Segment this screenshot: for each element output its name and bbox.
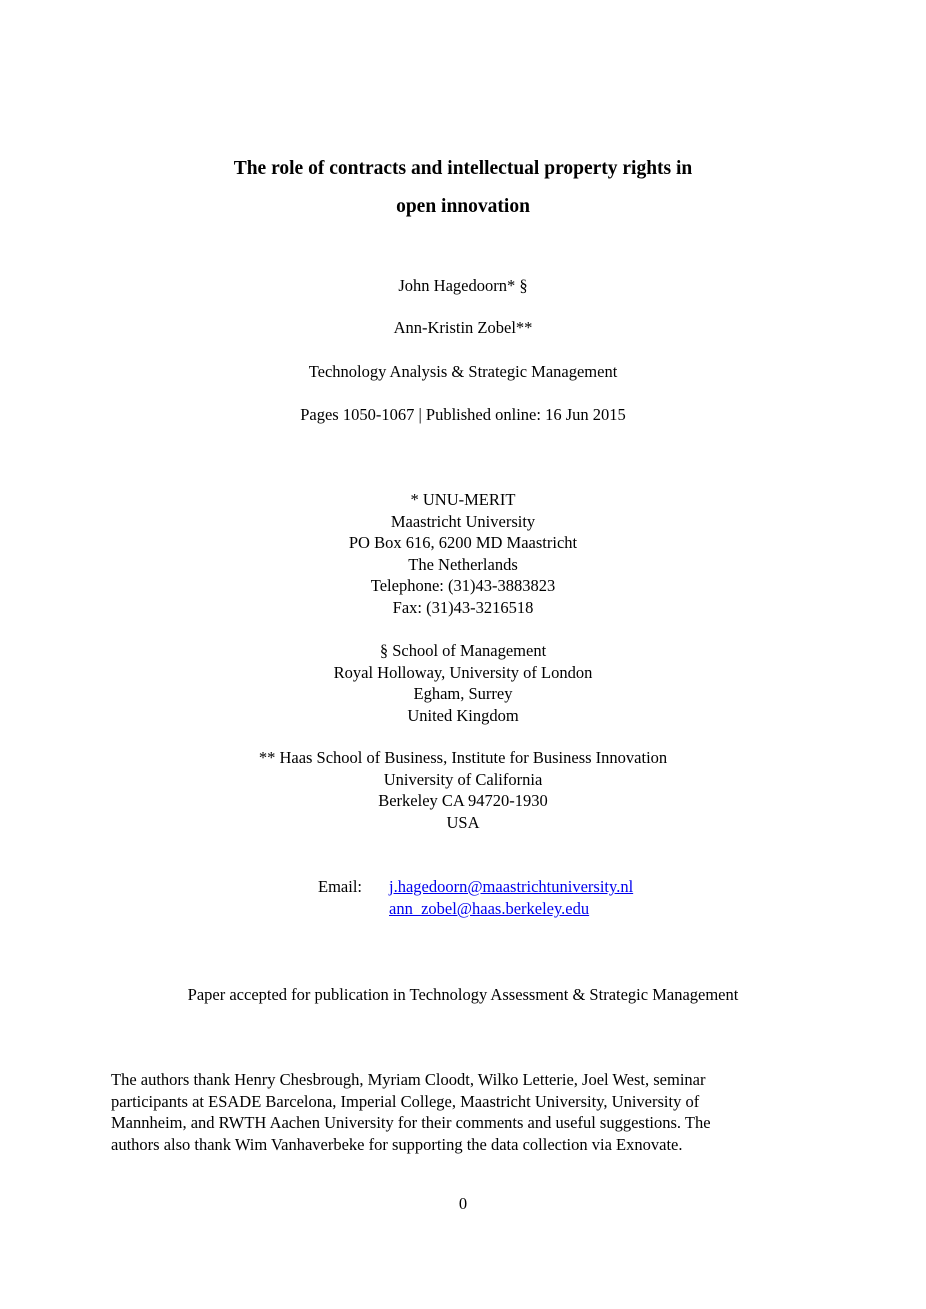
email-link-hagedoorn[interactable]: j.hagedoorn@maastrichtuniversity.nl <box>389 877 634 896</box>
affiliation-line: * UNU-MERIT <box>410 490 516 509</box>
author-hagedoorn: John Hagedoorn* § <box>398 276 528 295</box>
journal-name: Technology Analysis & Strategic Management <box>308 362 618 381</box>
affiliation-line: University of California <box>383 769 543 789</box>
affiliation-line: ** Haas School of Business, Institute for Business Innovation <box>258 748 668 767</box>
affiliation-unu-merit <box>0 489 926 618</box>
affiliation-haas <box>0 747 926 833</box>
acknowledgements-paragraph <box>111 1069 801 1155</box>
paper-title-line-1: The role of contracts and intellectual property rights in <box>233 158 693 179</box>
email-link-zobel[interactable]: ann_zobel@haas.berkeley.edu <box>389 899 590 918</box>
affiliation-line: Egham, Surrey <box>413 684 513 703</box>
affiliation-line: Royal Holloway, University of London <box>333 662 593 682</box>
publication-info: Pages 1050-1067 | Published online: 16 Jun 2015 <box>300 405 626 424</box>
affiliation-line: Telephone: (31)43-3883823 <box>370 576 556 595</box>
affiliation-line: PO Box 616, 6200 MD Maastricht <box>348 533 578 552</box>
accepted-note: Paper accepted for publication in Technology Assessment & Strategic Management <box>187 985 739 1004</box>
acknowledgement-line: authors also thank Wim Vanhaverbeke for supporting the data collection via Exnovate. <box>111 1134 683 1154</box>
affiliation-line: Fax: (31)43-3216518 <box>392 597 534 617</box>
affiliation-line: Maastricht University <box>390 511 536 531</box>
email-label: Email: <box>318 877 362 896</box>
page-number: 0 <box>458 1194 468 1213</box>
acknowledgement-line: Mannheim, and RWTH Aachen University for their comments and useful suggestions. The <box>111 1113 711 1132</box>
author-zobel: Ann-Kristin Zobel** <box>393 318 533 337</box>
affiliation-line: § School of Management <box>379 641 547 660</box>
affiliation-line: United Kingdom <box>407 705 519 725</box>
affiliation-line: USA <box>446 812 480 832</box>
acknowledgement-line: The authors thank Henry Chesbrough, Myriam Cloodt, Wilko Letterie, Joel West, seminar <box>111 1070 706 1089</box>
affiliation-line: Berkeley CA 94720-1930 <box>378 791 548 810</box>
acknowledgement-line: participants at ESADE Barcelona, Imperial College, Maastricht University, University of <box>111 1091 700 1111</box>
paper-title-line-2: open innovation <box>396 196 530 217</box>
affiliation-line: The Netherlands <box>408 554 518 574</box>
affiliation-royal-holloway <box>0 640 926 726</box>
